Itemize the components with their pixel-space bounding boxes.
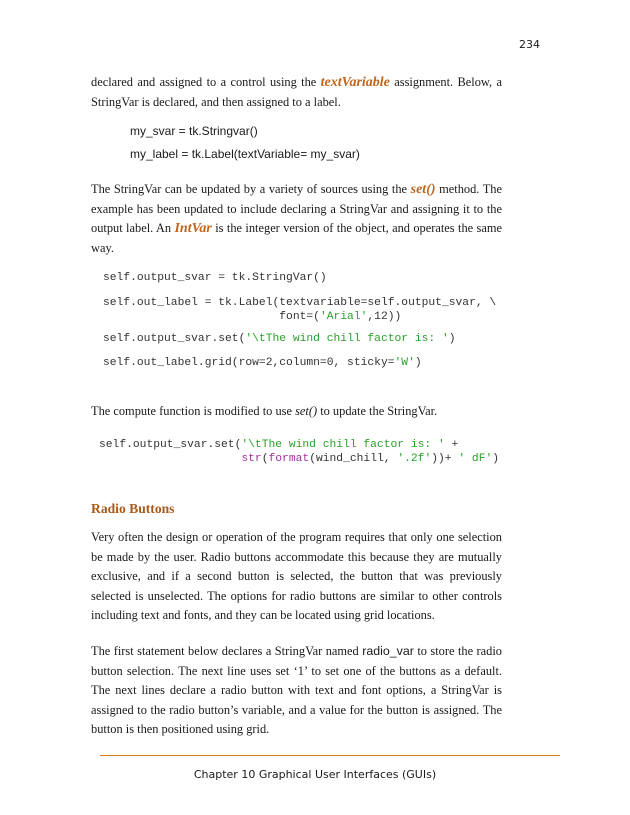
code-line-grid: self.out_label.grid(row=2,column=0, sticky='W') [103, 357, 422, 369]
footer-rule [100, 755, 560, 756]
keyword-intvar: IntVar [174, 221, 212, 236]
paragraph-radio-var: The first statement below declares a StringVar named radio_var to store the radio button selection. The next line uses set ‘1’ to set one of the buttons as a default. The next lines declare a radio button with text and font options, a StringVar is assigned to the radio button’s variable, and a value for the button is assigned. The button is then positioned using grid. [91, 644, 503, 736]
paragraph-stringvar-update: The StringVar can be updated by a variety of sources using the set() method. The example has been updated to include declaring a StringVar and assigning it to the output label. An IntVar is the integer version of the object, and operates the same way. [91, 182, 503, 255]
paragraph-textvariable: declared and assigned to a control using the textVariable assignment. Below, a StringVar is declared, and then assigned to a label. [91, 75, 502, 109]
paragraph-compute: The compute function is modified to use set() to update the StringVar. [91, 404, 438, 418]
code-block-compute: self.output_svar.set('\tThe wind chill factor is: ' + str(format(wind_chill, '.2f'))+ ' dF') [99, 439, 500, 465]
footer-chapter-title: Chapter 10 Graphical User Interfaces (GUIs) [193, 768, 437, 781]
snippet-line-1: my_svar = tk.Stringvar() [130, 124, 258, 138]
keyword-set: set() [410, 182, 436, 197]
snippet-line-2: my_label = tk.Label(textVariable= my_svar) [130, 147, 360, 161]
inline-var-name: radio_var [362, 644, 414, 658]
code-line-label: self.out_label = tk.Label(textvariable=self.output_svar, \ font=('Arial',12)) [103, 297, 497, 323]
paragraph-radio-intro: Very often the design or operation of the program requires that only one selection be made by the user. Radio buttons accommodate this because they are mutually exclusive, and if a second button is selected, the button that was previously selected is unselected. The options for radio buttons are similar to other controls including text and fonts, and they can be located using grid locations. [91, 530, 502, 622]
code-line-set: self.output_svar.set('\tThe wind chill factor is: ') [103, 333, 456, 345]
page-number: 234 [519, 38, 540, 51]
section-heading-radio-buttons: Radio Buttons [91, 501, 175, 516]
keyword-textvariable: textVariable [320, 75, 390, 90]
code-line-stringvar: self.output_svar = tk.StringVar() [103, 272, 327, 284]
